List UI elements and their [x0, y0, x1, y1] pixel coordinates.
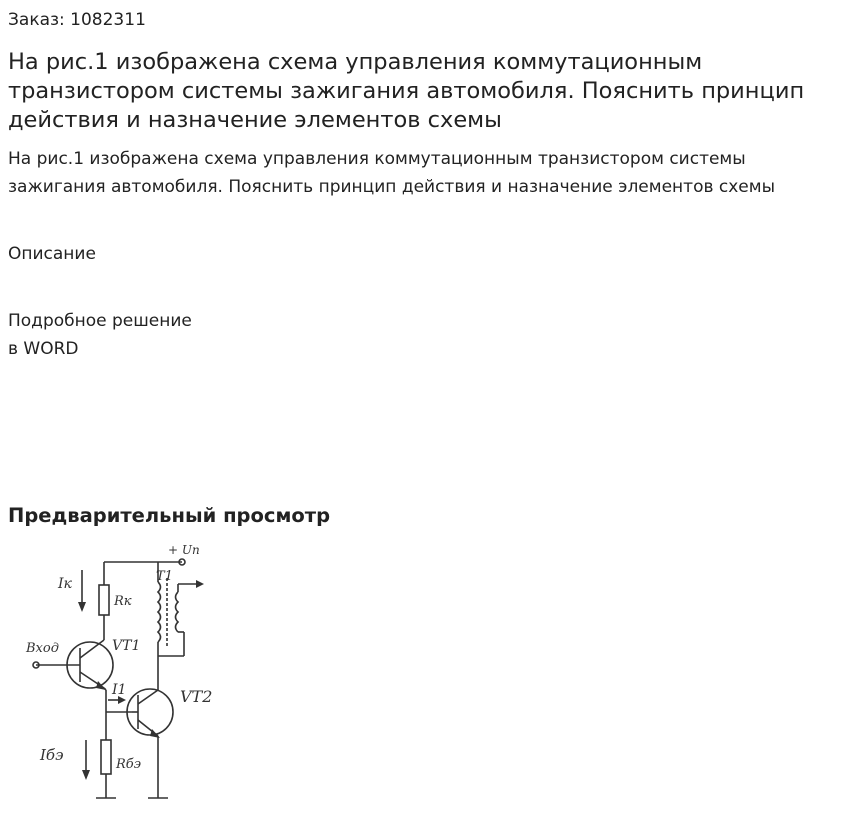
- task-description: На рис.1 изображена схема управления коммутационным транзистором системы зажигания автомобиля. Пояснить принцип действия и назначение элементов схемы: [8, 149, 776, 197]
- section-description-label: Описание: [8, 244, 96, 264]
- preview-heading: Предварительный просмотр: [8, 504, 331, 527]
- current-ik-label: Iк: [58, 576, 72, 592]
- supply-voltage-label: + Uп: [168, 543, 200, 557]
- resistor-rbe-label: Rбэ: [116, 757, 142, 772]
- transistor-vt2-label: VT2: [180, 687, 213, 706]
- circuit-schematic: [22, 540, 222, 812]
- page-title: На рис.1 изображена схема управления коммутационным транзистором системы зажигания автомобиля. Пояснить принцип действия и назначение элементов схемы: [8, 49, 805, 133]
- transformer-t1-label: T1: [156, 569, 173, 584]
- solution-note: [8, 307, 192, 363]
- solution-line-1: Подробное решение: [8, 311, 192, 331]
- current-i1-label: I1: [112, 682, 127, 698]
- resistor-rk-label: Rк: [114, 594, 132, 609]
- current-ibe-label: Iбэ: [40, 746, 64, 764]
- input-label: Вход: [26, 641, 59, 656]
- transistor-vt1-label: VT1: [112, 638, 141, 654]
- solution-line-2: в WORD: [8, 339, 79, 359]
- order-number: Заказ: 1082311: [8, 10, 146, 30]
